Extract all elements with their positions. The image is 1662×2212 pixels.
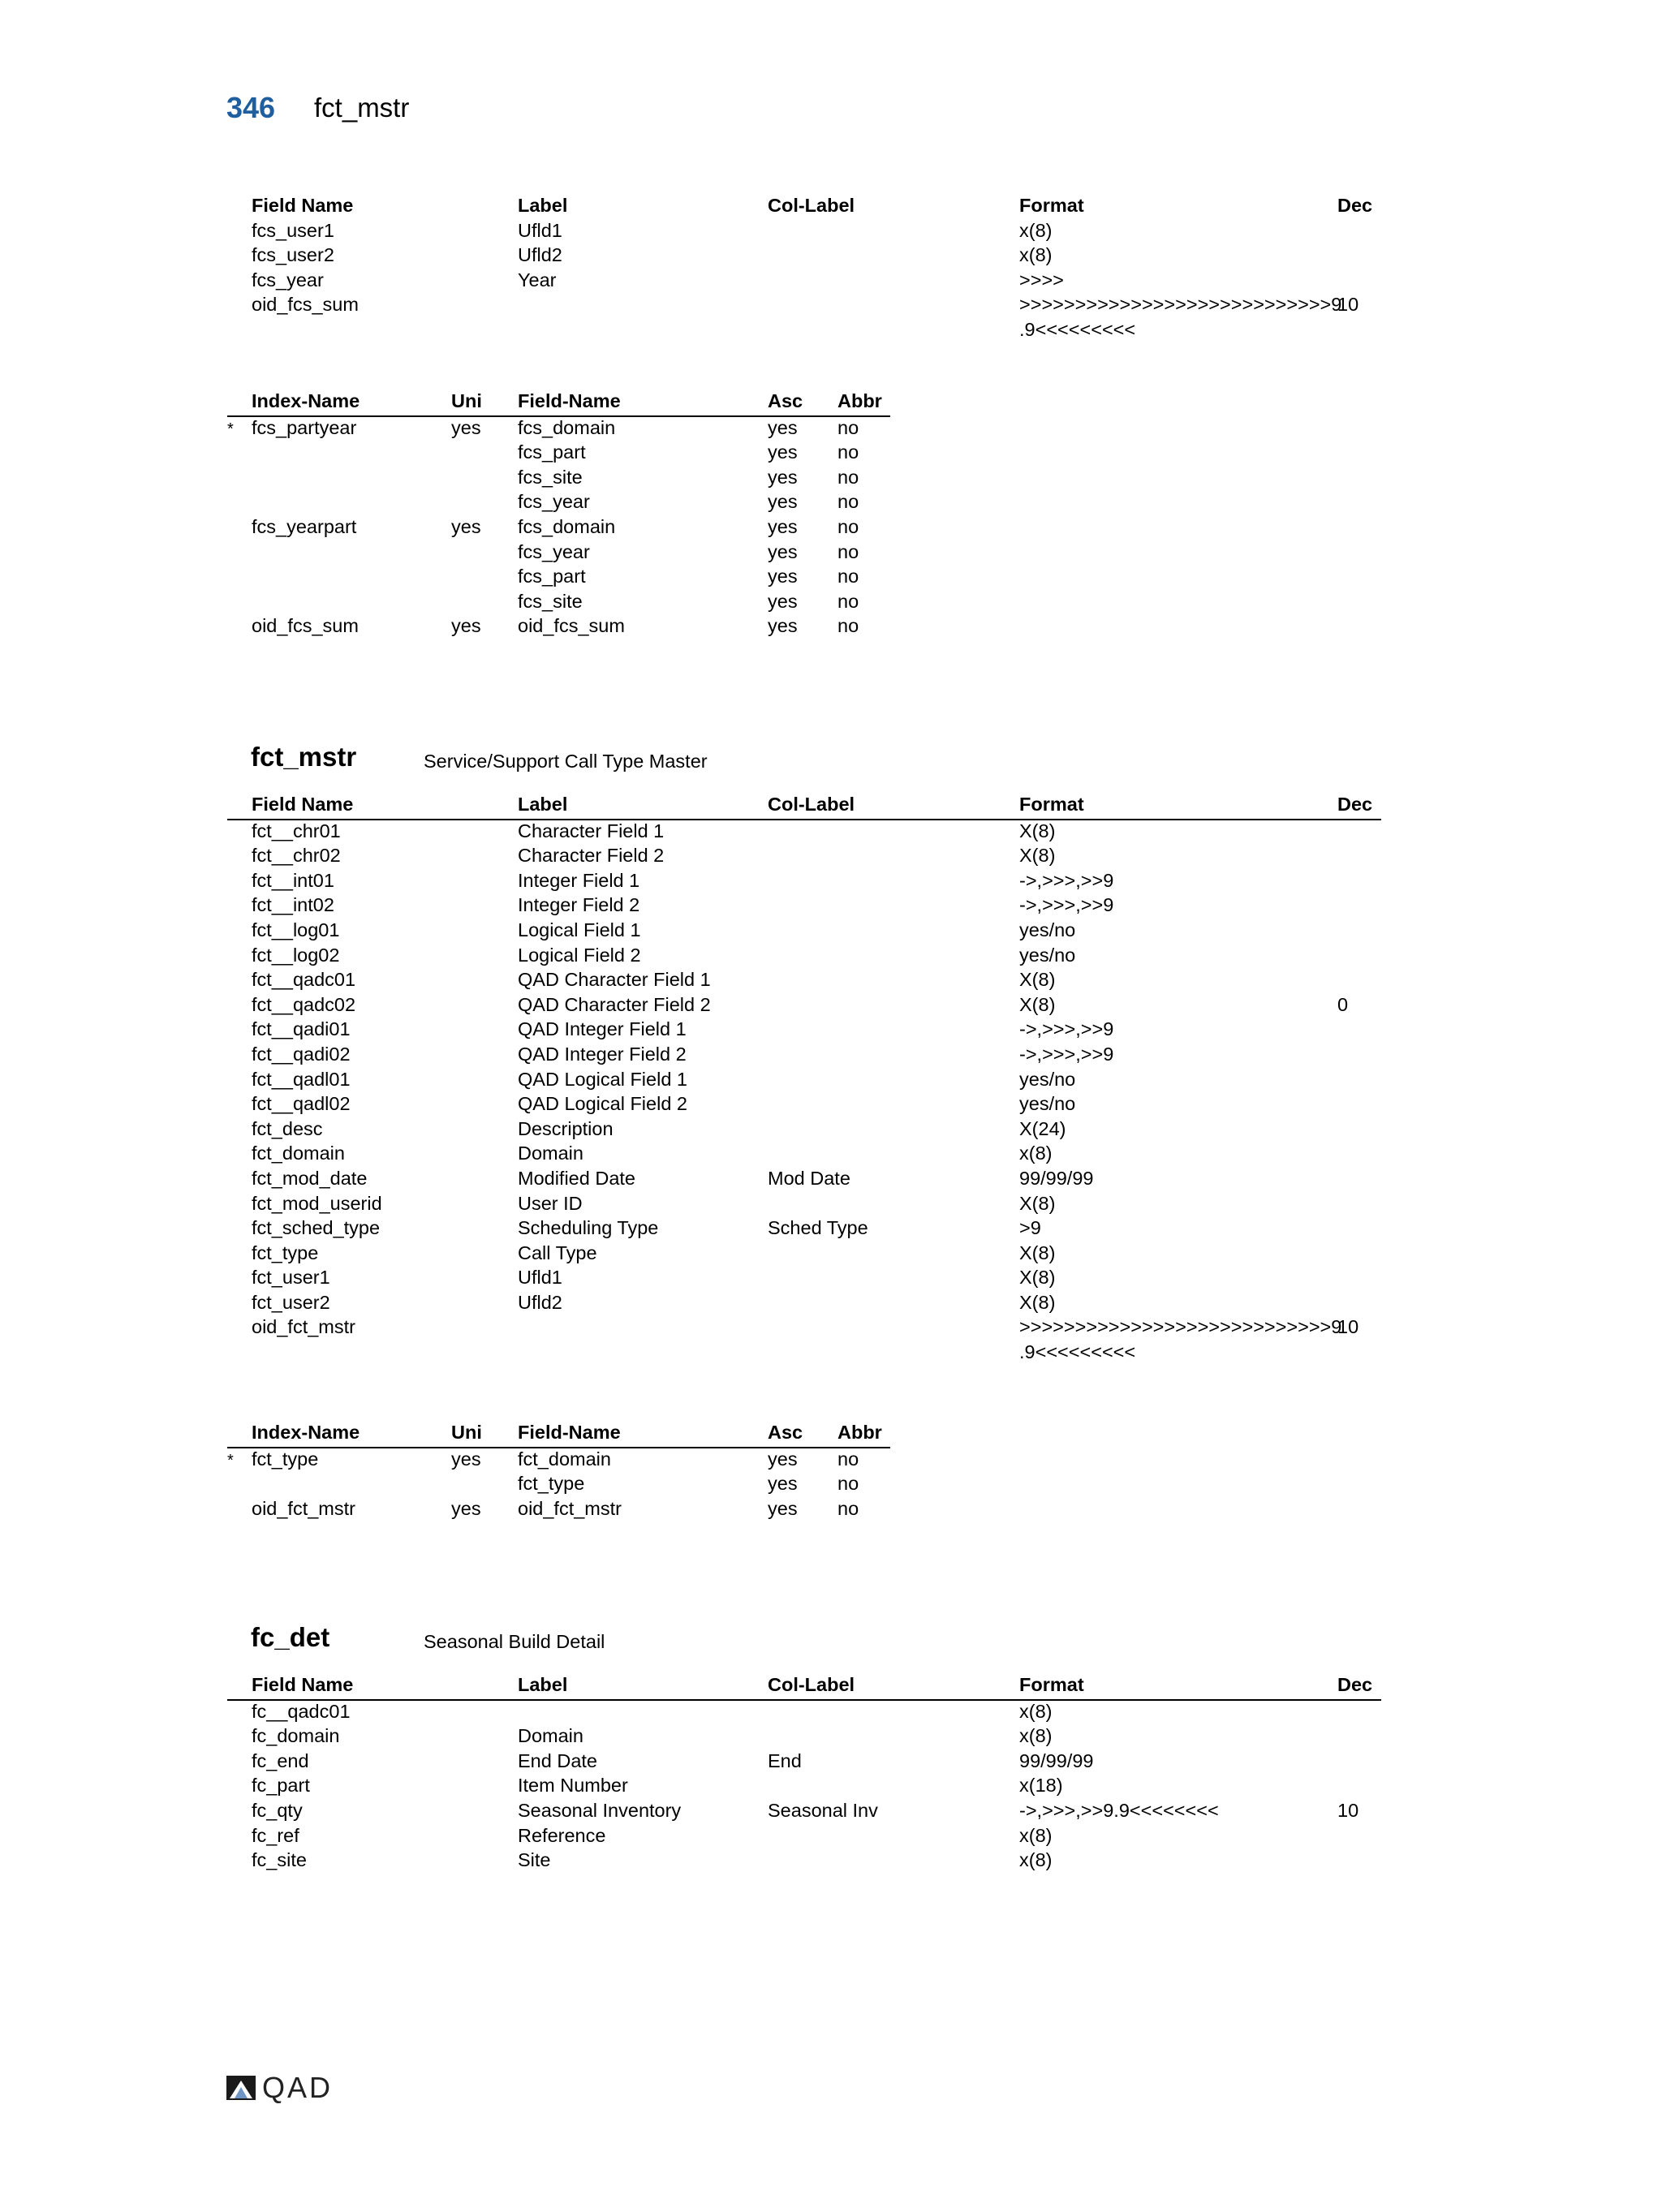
field-name: fc_end (252, 1749, 309, 1771)
field-label: QAD Character Field 1 (518, 969, 711, 991)
field-row (227, 1143, 1381, 1168)
col-header-label: Label (518, 1674, 568, 1695)
field-format-continued: .9<<<<<<<<< (1019, 318, 1136, 340)
field-label: QAD Logical Field 1 (518, 1068, 687, 1090)
field-row (227, 1168, 1381, 1193)
field-row (227, 1825, 1381, 1850)
index-field-name: fcs_domain (518, 515, 616, 537)
field-format: X(8) (1019, 1242, 1056, 1263)
field-row (227, 1316, 1381, 1341)
index-unique: yes (451, 1497, 481, 1519)
col-header-asc: Asc (768, 390, 803, 411)
field-row (227, 1775, 1381, 1800)
field-name: fcs_user1 (252, 219, 334, 241)
field-format: x(8) (1019, 1700, 1053, 1722)
section-title-fct-mstr: fct_mstr (251, 742, 357, 772)
field-label: Call Type (518, 1242, 597, 1263)
field-label: Item Number (518, 1775, 628, 1797)
field-format: >>>>>>>>>>>>>>>>>>>>>>>>>>>>9 (1019, 294, 1342, 316)
field-name: fct__chr01 (252, 820, 341, 841)
fcs-index-table (227, 390, 890, 640)
index-unique: yes (451, 615, 481, 637)
index-ascending: yes (768, 515, 798, 537)
index-ascending: yes (768, 1497, 798, 1519)
field-format: x(8) (1019, 1143, 1053, 1164)
col-header-field-name: Field Name (252, 794, 354, 815)
index-field-name: fcs_year (518, 540, 590, 562)
col-header-dec: Dec (1337, 794, 1373, 815)
field-row-continuation (227, 1341, 1381, 1366)
index-row (227, 615, 890, 640)
field-label: Logical Field 1 (518, 919, 641, 940)
index-row (227, 541, 890, 566)
qad-logo-text: QAD (262, 2071, 334, 2104)
field-format: x(8) (1019, 244, 1053, 266)
field-label: Ufld2 (518, 1291, 562, 1313)
index-field-name: oid_fct_mstr (518, 1497, 622, 1519)
field-dec: 0 (1337, 993, 1349, 1015)
index-row (227, 1448, 890, 1474)
col-header-abbr: Abbr (837, 1422, 882, 1443)
index-abbreviated: no (837, 590, 859, 612)
field-name: fc_part (252, 1775, 310, 1797)
field-name: oid_fct_mstr (252, 1316, 355, 1338)
field-row (227, 845, 1381, 870)
field-format: x(8) (1019, 1725, 1053, 1747)
field-format: X(8) (1019, 969, 1056, 991)
field-label: Modified Date (518, 1167, 635, 1189)
section-description-fc-det: Seasonal Build Detail (424, 1631, 605, 1652)
field-name: fct__int02 (252, 894, 334, 916)
index-table-header (227, 1422, 890, 1448)
index-row (227, 467, 890, 492)
fc-det-field-table (227, 1674, 1381, 1874)
col-header-format: Format (1019, 1674, 1084, 1695)
field-name: fc_qty (252, 1799, 303, 1821)
index-table-header (227, 390, 890, 417)
page-number: 346 (226, 91, 276, 124)
index-name: fcs_partyear (252, 416, 357, 438)
field-row (227, 1800, 1381, 1825)
index-row (227, 566, 890, 591)
section-description-fct-mstr: Service/Support Call Type Master (424, 751, 708, 772)
index-row (227, 491, 890, 516)
index-ascending: yes (768, 615, 798, 637)
index-ascending: yes (768, 441, 798, 463)
section-title-fc-det: fc_det (251, 1622, 330, 1652)
field-row (227, 1725, 1381, 1750)
field-name: fct__log01 (252, 919, 340, 940)
field-format: X(8) (1019, 1291, 1056, 1313)
field-label: Seasonal Inventory (518, 1799, 682, 1821)
field-row (227, 1217, 1381, 1242)
field-row (227, 1849, 1381, 1874)
field-name: fct_mod_userid (252, 1192, 382, 1214)
index-abbreviated: no (837, 1448, 859, 1470)
field-label: End Date (518, 1749, 597, 1771)
field-row (227, 994, 1381, 1019)
index-abbreviated: no (837, 1497, 859, 1519)
index-unique: yes (451, 416, 481, 438)
field-row (227, 1193, 1381, 1218)
field-row (227, 1267, 1381, 1292)
field-row (227, 1093, 1381, 1118)
col-header-col-label: Col-Label (768, 794, 855, 815)
index-field-name: fcs_part (518, 566, 586, 587)
index-ascending: yes (768, 590, 798, 612)
index-abbreviated: no (837, 416, 859, 438)
col-header-field-name: Field-Name (518, 390, 621, 411)
field-format: ->,>>>,>>9 (1019, 894, 1114, 916)
field-name: fct__qadc02 (252, 993, 356, 1015)
col-header-abbr: Abbr (837, 390, 882, 411)
field-format: yes/no (1019, 1068, 1076, 1090)
index-abbreviated: no (837, 515, 859, 537)
field-name: fct_domain (252, 1143, 345, 1164)
field-name: fc_ref (252, 1824, 299, 1846)
col-header-asc: Asc (768, 1422, 803, 1443)
col-header-index-name: Index-Name (252, 390, 360, 411)
field-label: Scheduling Type (518, 1217, 659, 1239)
field-dec: 10 (1337, 1316, 1359, 1338)
field-label: Site (518, 1849, 551, 1871)
field-label: Logical Field 2 (518, 944, 641, 966)
index-field-name: fct_domain (518, 1448, 611, 1470)
index-unique: yes (451, 515, 481, 537)
field-table-header (227, 1674, 1381, 1701)
field-table-header (227, 794, 1381, 820)
field-label: Domain (518, 1725, 583, 1747)
index-row (227, 1498, 890, 1523)
col-header-uni: Uni (451, 1422, 482, 1443)
qad-logo-icon (225, 2074, 257, 2102)
field-row (227, 1018, 1381, 1044)
field-row (227, 1069, 1381, 1094)
index-row (227, 591, 890, 616)
field-name: fct__int01 (252, 869, 334, 891)
field-col-label: End (768, 1749, 802, 1771)
field-name: fct_sched_type (252, 1217, 381, 1239)
field-label: Character Field 2 (518, 845, 665, 867)
field-label: Ufld1 (518, 1267, 562, 1289)
field-format: x(18) (1019, 1775, 1063, 1797)
field-format: ->,>>>,>>9 (1019, 1018, 1114, 1040)
field-name: fcs_user2 (252, 244, 334, 266)
index-row (227, 1473, 890, 1498)
col-header-field-name: Field-Name (518, 1422, 621, 1443)
index-row (227, 441, 890, 467)
field-label: Ufld2 (518, 244, 562, 266)
field-label: Description (518, 1117, 614, 1139)
primary-index-marker: * (227, 1451, 234, 1470)
index-field-name: fcs_part (518, 441, 586, 463)
col-header-field-name: Field Name (252, 1674, 354, 1695)
index-abbreviated: no (837, 615, 859, 637)
field-format: >9 (1019, 1217, 1041, 1239)
field-name: fct_user1 (252, 1267, 330, 1289)
field-row (227, 1750, 1381, 1775)
field-row (227, 1242, 1381, 1267)
field-format: 99/99/99 (1019, 1167, 1094, 1189)
field-name: fct__qadl02 (252, 1093, 351, 1115)
col-header-field-name: Field Name (252, 195, 354, 216)
fct-mstr-field-table (227, 794, 1381, 1366)
field-format: X(8) (1019, 845, 1056, 867)
col-header-format: Format (1019, 195, 1084, 216)
field-row (227, 919, 1381, 945)
col-header-format: Format (1019, 794, 1084, 815)
field-name: fct__qadc01 (252, 969, 356, 991)
index-field-name: oid_fcs_sum (518, 615, 625, 637)
field-label: Character Field 1 (518, 820, 665, 841)
field-format: ->,>>>,>>9.9<<<<<<<< (1019, 1799, 1219, 1821)
field-format: X(24) (1019, 1117, 1066, 1139)
index-ascending: yes (768, 566, 798, 587)
field-row (227, 1118, 1381, 1143)
field-row (227, 969, 1381, 994)
field-format: x(8) (1019, 1849, 1053, 1871)
fct-mstr-index-table (227, 1422, 890, 1522)
col-header-dec: Dec (1337, 1674, 1373, 1695)
index-name: fcs_yearpart (252, 515, 357, 537)
index-ascending: yes (768, 491, 798, 513)
field-format: ->,>>>,>>9 (1019, 869, 1114, 891)
field-col-label: Mod Date (768, 1167, 850, 1189)
field-name: fcs_year (252, 269, 324, 290)
col-header-label: Label (518, 794, 568, 815)
field-label: QAD Character Field 2 (518, 993, 711, 1015)
field-row (227, 1701, 1381, 1726)
col-header-index-name: Index-Name (252, 1422, 360, 1443)
field-row (227, 820, 1381, 846)
index-name: oid_fcs_sum (252, 615, 359, 637)
field-name: fct__qadi02 (252, 1043, 351, 1065)
field-name: fct_type (252, 1242, 319, 1263)
field-name: fct__qadl01 (252, 1068, 351, 1090)
qad-logo (225, 2073, 333, 2102)
field-label: Year (518, 269, 557, 290)
index-field-name: fcs_site (518, 590, 583, 612)
col-header-dec: Dec (1337, 195, 1373, 216)
field-label: QAD Integer Field 2 (518, 1043, 687, 1065)
index-ascending: yes (768, 466, 798, 488)
field-format: ->,>>>,>>9 (1019, 1043, 1114, 1065)
index-abbreviated: no (837, 491, 859, 513)
field-format: X(8) (1019, 820, 1056, 841)
index-field-name: fcs_domain (518, 416, 616, 438)
index-name: fct_type (252, 1448, 319, 1470)
field-name: fct__chr02 (252, 845, 341, 867)
index-ascending: yes (768, 1448, 798, 1470)
field-format: X(8) (1019, 993, 1056, 1015)
field-name: fc_site (252, 1849, 307, 1871)
index-abbreviated: no (837, 1473, 859, 1495)
field-row (227, 894, 1381, 919)
index-row (227, 516, 890, 541)
field-row (227, 1044, 1381, 1069)
field-row (227, 945, 1381, 970)
page-header (226, 91, 410, 131)
index-ascending: yes (768, 1473, 798, 1495)
field-format: yes/no (1019, 919, 1076, 940)
col-header-col-label: Col-Label (768, 1674, 855, 1695)
field-name: fc__qadc01 (252, 1700, 351, 1722)
index-abbreviated: no (837, 441, 859, 463)
index-row (227, 417, 890, 442)
index-field-name: fcs_year (518, 491, 590, 513)
field-label: QAD Logical Field 2 (518, 1093, 687, 1115)
col-header-col-label: Col-Label (768, 195, 855, 216)
field-format: x(8) (1019, 219, 1053, 241)
index-field-name: fct_type (518, 1473, 585, 1495)
col-header-uni: Uni (451, 390, 482, 411)
field-name: fct_user2 (252, 1291, 330, 1313)
field-format: X(8) (1019, 1192, 1056, 1214)
field-name: fct__log02 (252, 944, 340, 966)
index-field-name: fcs_site (518, 466, 583, 488)
field-format: X(8) (1019, 1267, 1056, 1289)
field-format: x(8) (1019, 1824, 1053, 1846)
field-name: oid_fcs_sum (252, 294, 359, 316)
field-dec: 10 (1337, 1799, 1359, 1821)
index-ascending: yes (768, 540, 798, 562)
index-unique: yes (451, 1448, 481, 1470)
field-label: QAD Integer Field 1 (518, 1018, 687, 1040)
field-label: Integer Field 1 (518, 869, 640, 891)
index-abbreviated: no (837, 540, 859, 562)
field-name: fc_domain (252, 1725, 340, 1747)
col-header-label: Label (518, 195, 568, 216)
field-format: yes/no (1019, 1093, 1076, 1115)
field-row (227, 1292, 1381, 1317)
field-format: >>>> (1019, 269, 1064, 290)
index-abbreviated: no (837, 466, 859, 488)
field-label: User ID (518, 1192, 583, 1214)
field-row (227, 870, 1381, 895)
index-name: oid_fct_mstr (252, 1497, 355, 1519)
field-name: fct_desc (252, 1117, 323, 1139)
field-format: >>>>>>>>>>>>>>>>>>>>>>>>>>>>9 (1019, 1316, 1342, 1338)
field-label: Integer Field 2 (518, 894, 640, 916)
field-name: fct_mod_date (252, 1167, 368, 1189)
field-format: yes/no (1019, 944, 1076, 966)
index-ascending: yes (768, 416, 798, 438)
field-format: 99/99/99 (1019, 1749, 1094, 1771)
primary-index-marker: * (227, 420, 234, 438)
field-col-label: Sched Type (768, 1217, 868, 1239)
field-format-continued: .9<<<<<<<<< (1019, 1341, 1136, 1363)
index-abbreviated: no (837, 566, 859, 587)
field-dec: 10 (1337, 294, 1359, 316)
field-label: Domain (518, 1143, 583, 1164)
field-label: Reference (518, 1824, 606, 1846)
field-col-label: Seasonal Inv (768, 1799, 878, 1821)
field-label: Ufld1 (518, 219, 562, 241)
page-title: fct_mstr (314, 93, 410, 123)
field-name: fct__qadi01 (252, 1018, 351, 1040)
